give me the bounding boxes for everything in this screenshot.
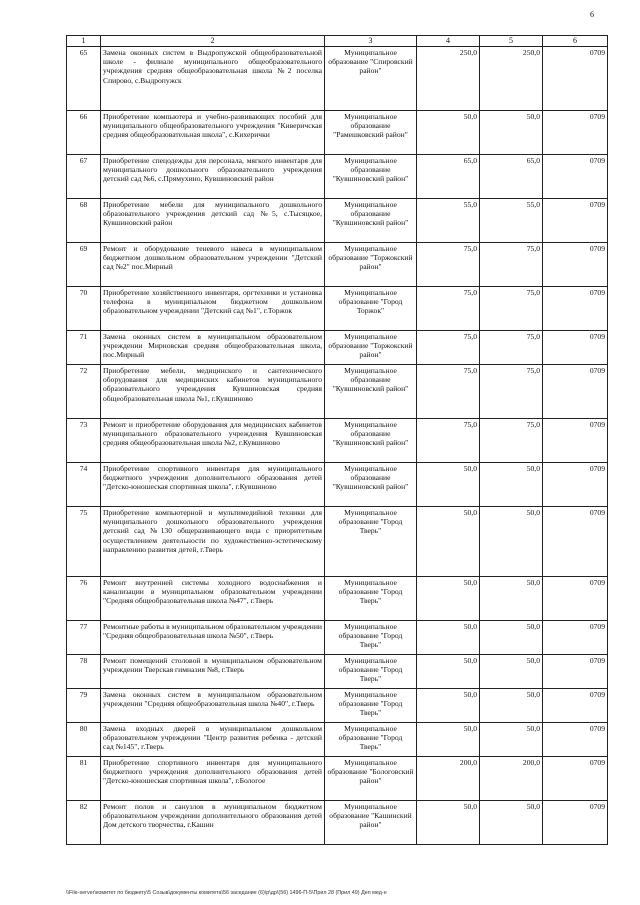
row-amount-approved: 50,0 — [480, 110, 543, 154]
table-row — [67, 800, 608, 844]
row-description: Приобретение компьютерной и мультимедийной техники для муниципального дошкольного образовательного учреждения детский сад №130 общеразвивающего вида с приоритетным осуществлением деятельности по художественно-эстетическому направлению развития детей, г.Тверь — [101, 506, 325, 576]
row-number: 76 — [67, 576, 101, 620]
row-amount-approved: 75,0 — [480, 364, 543, 418]
row-number: 74 — [67, 462, 101, 506]
row-amount-plan: 50,0 — [417, 620, 480, 654]
row-municipality: Муниципальное образование "Кувшиновский район" — [325, 198, 417, 242]
header-cell: 2 — [101, 36, 325, 47]
row-amount-plan: 50,0 — [417, 110, 480, 154]
row-number: 82 — [67, 800, 101, 844]
table-row — [67, 242, 608, 286]
row-description: Ремонт и приобретение оборудования для медицинских кабинетов муниципального образовательного учреждения Кувшиновская средняя общеобразовательная школа №2, г.Кувшиново — [101, 418, 325, 462]
row-amount-plan: 55,0 — [417, 198, 480, 242]
row-amount-plan: 50,0 — [417, 462, 480, 506]
row-number: 72 — [67, 364, 101, 418]
row-description: Ремонт помещений столовой в муниципальном образовательном учреждении Тверская гимназия №8, г.Тверь — [101, 654, 325, 688]
row-amount-plan: 200,0 — [417, 756, 480, 800]
row-amount-approved: 75,0 — [480, 286, 543, 330]
row-number: 77 — [67, 620, 101, 654]
row-amount-approved: 200,0 — [480, 756, 543, 800]
table-row — [67, 418, 608, 462]
row-amount-plan: 50,0 — [417, 576, 480, 620]
page-number: 6 — [590, 10, 594, 19]
row-municipality: Муниципальное образование "Торжокский район" — [325, 330, 417, 364]
row-description: Замена оконных систем в Выдропужской общеобразовательной школе - филиале муниципального общеобразовательного учреждения средняя общеобразовательная школа №2 поселка Спирово, с.Выдропужск — [101, 46, 325, 110]
row-municipality: Муниципальное образование "Город Тверь" — [325, 688, 417, 722]
row-amount-plan: 75,0 — [417, 286, 480, 330]
row-description: Приобретение спортивного инвентаря для муниципального бюджетного учреждения дополнительного образования детей "Детско-юношеская спортивная школа", г.Кувшиново — [101, 462, 325, 506]
row-budget-code: 0709 — [543, 154, 608, 198]
header-cell: 4 — [417, 36, 480, 47]
table-row — [67, 620, 608, 654]
table-row — [67, 198, 608, 242]
row-budget-code: 0709 — [543, 756, 608, 800]
row-description: Ремонт и оборудование теневого навеса в муниципальном бюджетном дошкольном образовательном учреждении "Детский сад №2" пос.Мирный — [101, 242, 325, 286]
row-budget-code: 0709 — [543, 462, 608, 506]
appropriations-table — [66, 35, 608, 845]
row-budget-code: 0709 — [543, 364, 608, 418]
row-number: 78 — [67, 654, 101, 688]
row-number: 80 — [67, 722, 101, 756]
row-budget-code: 0709 — [543, 620, 608, 654]
row-amount-plan: 75,0 — [417, 364, 480, 418]
header-cell: 5 — [480, 36, 543, 47]
row-budget-code: 0709 — [543, 110, 608, 154]
row-amount-plan: 65,0 — [417, 154, 480, 198]
row-municipality: Муниципальное образование "Город Тверь" — [325, 654, 417, 688]
row-description: Приобретение хозяйственного инвентаря, оргтехники и установка телефона в муниципальном бюджетном дошкольном образовательном учреждении "Детский сад №1", г.Торжок — [101, 286, 325, 330]
row-municipality: Муниципальное образование "Кувшиновский район" — [325, 154, 417, 198]
row-amount-approved: 75,0 — [480, 330, 543, 364]
row-number: 70 — [67, 286, 101, 330]
table-row — [67, 154, 608, 198]
header-cell: 1 — [67, 36, 101, 47]
row-number: 73 — [67, 418, 101, 462]
row-number: 67 — [67, 154, 101, 198]
row-budget-code: 0709 — [543, 242, 608, 286]
table-row — [67, 364, 608, 418]
row-description: Ремонт полов и санузлов в муниципальном бюджетном образовательном учреждении дополнительного образования детей Дом детского творчества, г.Кашин — [101, 800, 325, 844]
row-amount-plan: 75,0 — [417, 418, 480, 462]
row-amount-approved: 50,0 — [480, 506, 543, 576]
table-row — [67, 506, 608, 576]
row-amount-approved: 50,0 — [480, 462, 543, 506]
table-row — [67, 576, 608, 620]
row-amount-approved: 50,0 — [480, 654, 543, 688]
row-description: Приобретение спортивного инвентаря для муниципального бюджетного учреждения дополнительного образования детей "Детско-юношеская спортивная школа", г.Бологое — [101, 756, 325, 800]
row-description: Замена оконных систем в муниципальном образовательном учреждении "Средняя общеобразовательная школа №40", г.Тверь — [101, 688, 325, 722]
row-number: 65 — [67, 46, 101, 110]
row-number: 71 — [67, 330, 101, 364]
row-description: Приобретение мебели, медицинского и сантехнического оборудования для медицинских кабинетов муниципального образовательного учреждения Кувшиновская средняя общеобразовательная школа №1, г.Кувшиново — [101, 364, 325, 418]
row-number: 66 — [67, 110, 101, 154]
row-number: 69 — [67, 242, 101, 286]
row-municipality: Муниципальное образование "Кашинский район" — [325, 800, 417, 844]
table-row — [67, 462, 608, 506]
row-budget-code: 0709 — [543, 576, 608, 620]
row-amount-plan: 250,0 — [417, 46, 480, 110]
table-row — [67, 330, 608, 364]
row-budget-code: 0709 — [543, 722, 608, 756]
row-number: 68 — [67, 198, 101, 242]
row-amount-approved: 65,0 — [480, 154, 543, 198]
row-amount-plan: 50,0 — [417, 688, 480, 722]
row-amount-approved: 50,0 — [480, 620, 543, 654]
row-description: Ремонт внутренней системы холодного водоснабжения и канализации в муниципальном образовательном учреждении "Средняя общеобразовательная школа №47", г.Тверь — [101, 576, 325, 620]
row-description: Ремонтные работы в муниципальном образовательном учреждении "Средняя общеобразовательная школа №50", г.Тверь — [101, 620, 325, 654]
row-municipality: Муниципальное образование "Город Тверь" — [325, 506, 417, 576]
row-amount-plan: 50,0 — [417, 654, 480, 688]
row-municipality: Муниципальное образование "Спировский район" — [325, 46, 417, 110]
row-budget-code: 0709 — [543, 688, 608, 722]
row-description: Приобретение мебели для муниципального дошкольного образовательного учреждения детский сад №5, с.Тысяцкое, Кувшиновский район — [101, 198, 325, 242]
table-row — [67, 722, 608, 756]
row-description: Замена входных дверей в муниципальном дошкольном образовательном учреждении "Центр развития ребенка - детский сад №145", г.Тверь — [101, 722, 325, 756]
row-municipality: Муниципальное образование "Бологовский район" — [325, 756, 417, 800]
table-row — [67, 756, 608, 800]
column-number-header-row — [67, 36, 608, 47]
row-municipality: Муниципальное образование "Город Торжок" — [325, 286, 417, 330]
file-path-footer: \\File-server\комитет по бюджету\5 Созыв\документы комитета\56 заседание (6)\р\др\(56) 1496-П-5\Прил 28 (Прил 49) Деп мед-н — [66, 890, 387, 896]
row-budget-code: 0709 — [543, 506, 608, 576]
table-row — [67, 688, 608, 722]
table-row — [67, 46, 608, 110]
row-amount-plan: 75,0 — [417, 330, 480, 364]
row-amount-approved: 75,0 — [480, 242, 543, 286]
row-municipality: Муниципальное образование "Рамешковский район" — [325, 110, 417, 154]
row-budget-code: 0709 — [543, 800, 608, 844]
row-amount-plan: 50,0 — [417, 800, 480, 844]
row-municipality: Муниципальное образование "Кувшиновский район" — [325, 364, 417, 418]
table-row — [67, 110, 608, 154]
row-budget-code: 0709 — [543, 198, 608, 242]
row-description: Замена оконных систем в муниципальном образовательном учреждении Мирновская средняя общеобразовательная школа, пос.Мирный — [101, 330, 325, 364]
row-number: 81 — [67, 756, 101, 800]
row-municipality: Муниципальное образование "Город Тверь" — [325, 620, 417, 654]
row-amount-approved: 250,0 — [480, 46, 543, 110]
row-amount-approved: 75,0 — [480, 418, 543, 462]
row-amount-approved: 50,0 — [480, 722, 543, 756]
row-amount-approved: 55,0 — [480, 198, 543, 242]
row-budget-code: 0709 — [543, 330, 608, 364]
row-municipality: Муниципальное образование "Город Тверь" — [325, 722, 417, 756]
row-amount-plan: 75,0 — [417, 242, 480, 286]
row-municipality: Муниципальное образование "Торжокский район" — [325, 242, 417, 286]
row-amount-plan: 50,0 — [417, 506, 480, 576]
row-amount-approved: 50,0 — [480, 800, 543, 844]
row-number: 79 — [67, 688, 101, 722]
row-municipality: Муниципальное образование "Город Тверь" — [325, 576, 417, 620]
header-cell: 6 — [543, 36, 608, 47]
row-budget-code: 0709 — [543, 654, 608, 688]
row-municipality: Муниципальное образование "Кувшиновский район" — [325, 418, 417, 462]
row-budget-code: 0709 — [543, 46, 608, 110]
row-amount-approved: 50,0 — [480, 688, 543, 722]
row-number: 75 — [67, 506, 101, 576]
row-amount-approved: 50,0 — [480, 576, 543, 620]
row-budget-code: 0709 — [543, 418, 608, 462]
table-row — [67, 286, 608, 330]
row-municipality: Муниципальное образование "Кувшиновский район" — [325, 462, 417, 506]
table-row — [67, 654, 608, 688]
row-amount-plan: 50,0 — [417, 722, 480, 756]
row-description: Приобретение спецодежды для персонала, мягкого инвентаря для муниципального дошкольного образовательного учреждения детский сад №6, с.Прямухино, Кувшиновский район — [101, 154, 325, 198]
header-cell: 3 — [325, 36, 417, 47]
row-description: Приобретение компьютера и учебно-развивающих пособий для муниципального общеобразовательного учреждения "Киверичская средняя общеобразовательная школа", с.Кихерички — [101, 110, 325, 154]
row-budget-code: 0709 — [543, 286, 608, 330]
